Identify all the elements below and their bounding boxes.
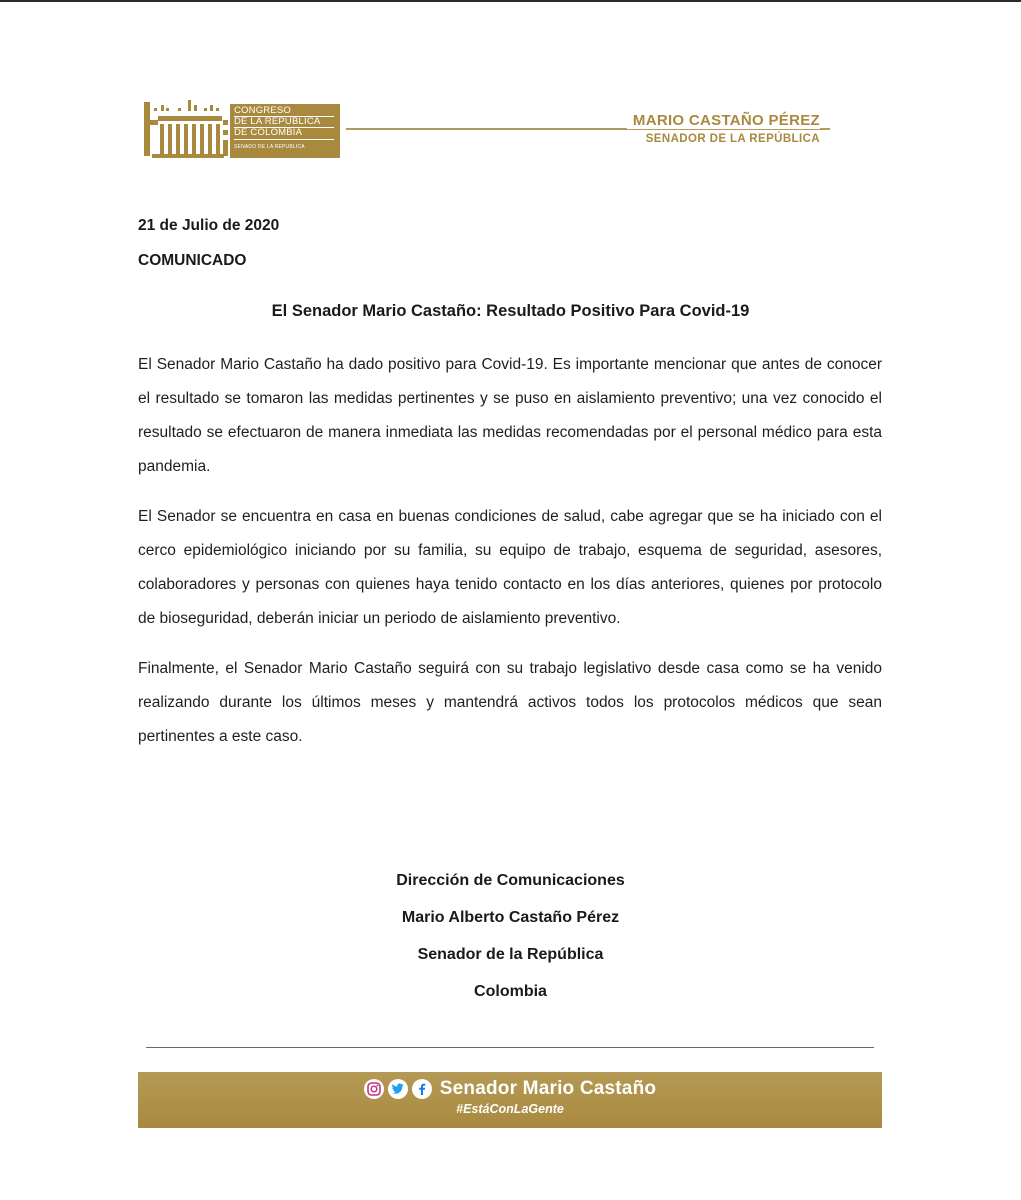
social-row: [364, 1078, 656, 1100]
instagram-icon: [364, 1079, 384, 1099]
top-border: [0, 0, 1021, 2]
senator-name: MARIO CASTAÑO PÉREZ: [627, 112, 820, 129]
capitol-building-icon: [144, 100, 230, 158]
signature-country: Colombia: [474, 983, 547, 1000]
logo-text-line-1: CONGRESO: [234, 105, 292, 116]
logo-divider: [234, 139, 334, 140]
document-title: El Senador Mario Castaño: Resultado Positivo Para Covid-19: [271, 302, 750, 320]
signature-name: Mario Alberto Castaño Pérez: [401, 909, 620, 926]
paragraph-3: Finalmente, el Senador Mario Castaño seguirá con su trabajo legislativo desde casa como se ha venido realizando durante los últimos meses y mantendrá activos todos los protocolos médicos que sean pertinentes a este caso.: [138, 660, 882, 745]
congress-logo: [144, 100, 340, 158]
facebook-icon: [412, 1079, 432, 1099]
logo-text-line-3: DE COLOMBIA: [234, 127, 303, 138]
signature-title: Senador de la República: [417, 946, 604, 963]
twitter-icon: [388, 1079, 408, 1099]
senator-role: SENADOR DE LA REPÚBLICA: [645, 133, 820, 145]
footer-rule: [146, 1047, 874, 1048]
signature-block: [0, 862, 1021, 1010]
logo-text-line-4: SENADO DE LA REPUBLICA: [234, 144, 305, 150]
signature-department: Dirección de Comunicaciones: [396, 872, 625, 889]
logo-text-line-2: DE LA REPUBLICA: [234, 116, 321, 127]
document-date: 21 de Julio de 2020: [138, 217, 280, 234]
paragraph-1: El Senador Mario Castaño ha dado positivo para Covid-19. Es importante mencionar que antes de conocer el resultado se tomaron las medidas pertinentes y se puso en aislamiento preventivo; una vez conocido el resultado se efectuaron de manera inmediata las medidas recomendadas por el personal médico para esta pandemia.: [138, 356, 882, 475]
document-label: COMUNICADO: [138, 252, 247, 269]
footer-hashtag: #EstáConLaGente: [456, 1102, 564, 1116]
footer-banner: [138, 1072, 882, 1128]
paragraph-2: El Senador se encuentra en casa en buenas condiciones de salud, cabe agregar que se ha iniciado con el cerco epidemiológico iniciando por su familia, su equipo de trabajo, esquema de seguridad, asesores, colaboradores y personas con quienes haya tenido contacto en los días anteriores, quienes por protocolo de bioseguridad, deberán iniciar un periodo de aislamiento preventivo.: [138, 508, 882, 627]
footer-name: Senador Mario Castaño: [439, 1078, 657, 1099]
